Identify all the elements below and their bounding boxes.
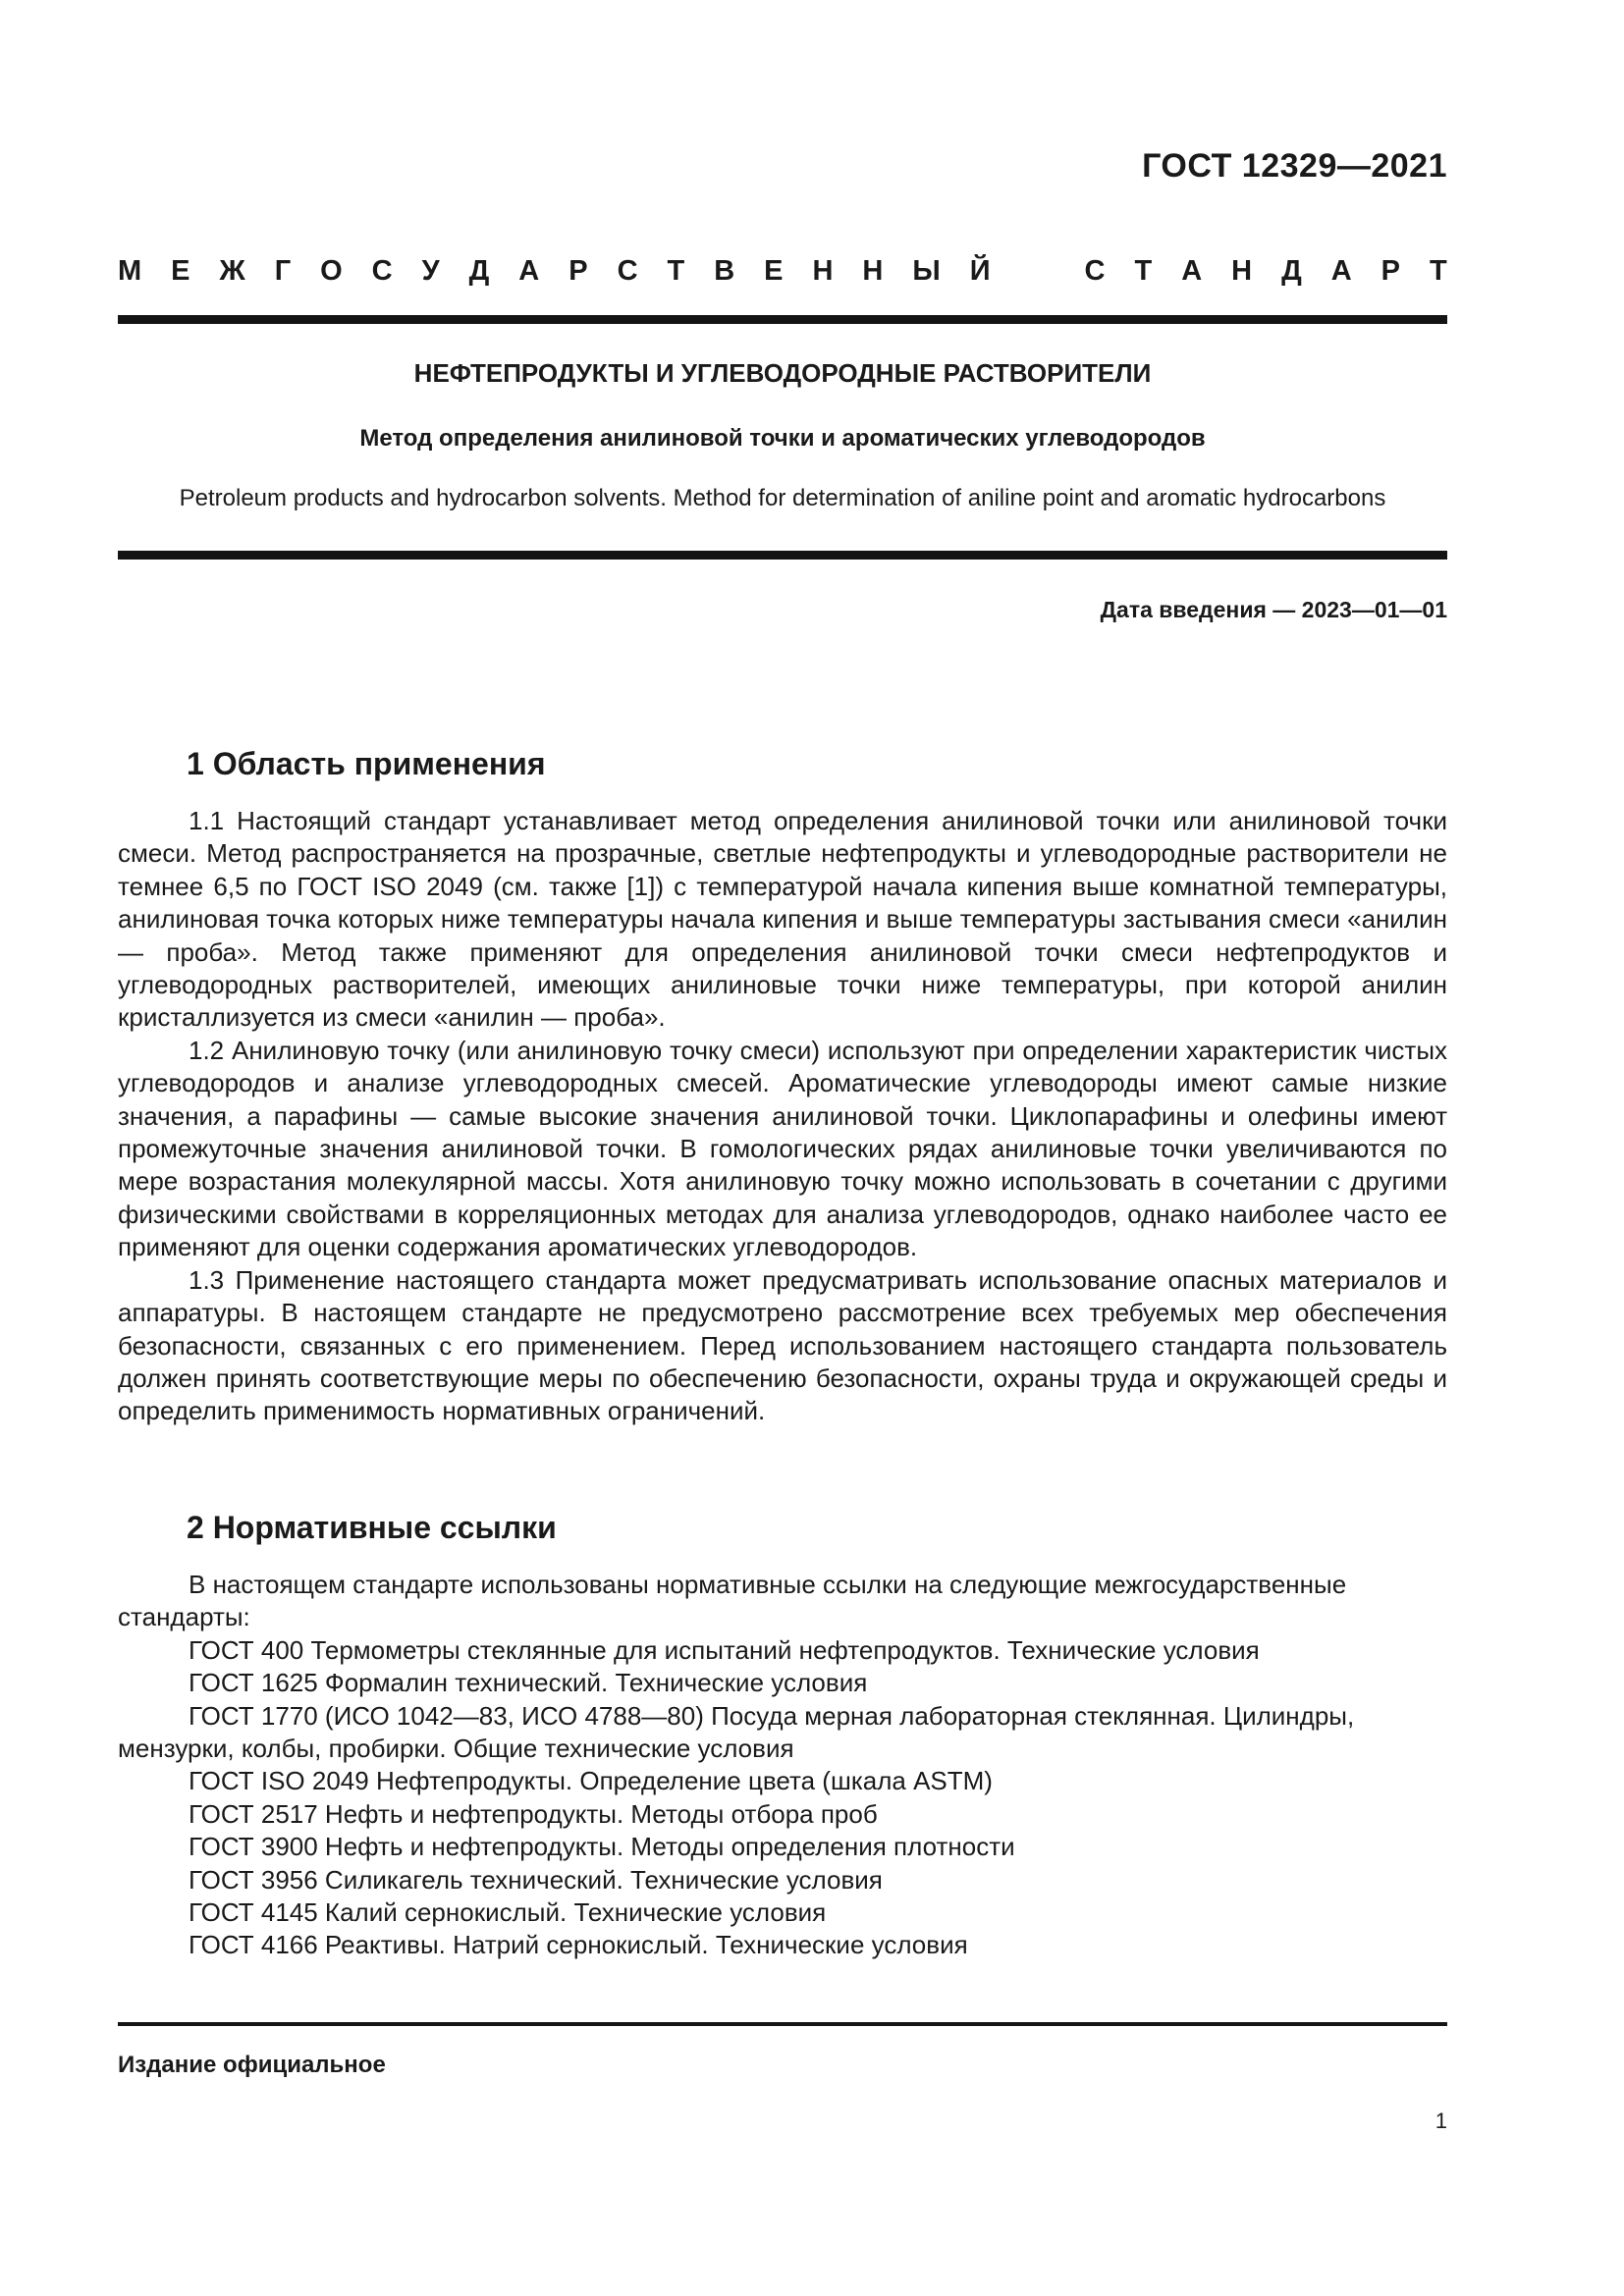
heading-letter: С (617, 255, 638, 287)
reference-item: ГОСТ 4145 Калий сернокислый. Технические условия (189, 1897, 827, 1928)
heading-letter: А (1181, 255, 1203, 287)
heading-letter: Ы (912, 255, 941, 287)
heading-letter: А (1330, 255, 1352, 287)
reference-item: ГОСТ ISO 2049 Нефтепродукты. Определение цвета (шкала ASTM) (189, 1766, 993, 1796)
reference-item: ГОСТ 400 Термометры стеклянные для испытаний нефтепродуктов. Технические условия (189, 1634, 1260, 1665)
heading-letter: Е (171, 255, 190, 287)
heading-letter: А (518, 255, 540, 287)
document-code: ГОСТ 12329—2021 (1142, 147, 1447, 185)
heading-letter: Д (1281, 255, 1302, 287)
heading-letter: С (1084, 255, 1106, 287)
heading-letter: М (118, 255, 142, 287)
heading-letter: Р (1380, 255, 1400, 287)
section-2-heading: 2 Нормативные ссылки (187, 1510, 557, 1545)
title-divider (118, 551, 1447, 560)
reference-item: ГОСТ 4166 Реактивы. Натрий сернокислый. Технические условия (189, 1930, 968, 1960)
section-1-body (118, 805, 1447, 1428)
footer-divider (118, 2022, 1447, 2026)
document-title-english: Petroleum products and hydrocarbon solvents. Method for determination of aniline point and aromatic hydrocarbons (179, 485, 1386, 511)
heading-letter: Н (1231, 255, 1253, 287)
paragraph-1-3: 1.3 Применение настоящего стандарта может предусматривать использование опасных материалов и аппаратуры. В настоящем стандарте не предусмотрено рассмотрение всех требуемых мер обеспечения безопасности, связанных с его применением. Перед использованием настоящего стандарта пользователь должен принять соответствующие меры по обеспечению безопасности, охраны труда и окружающей среды и определить применимость нормативных ограничений. (118, 1264, 1447, 1426)
page-number: 1 (1435, 2109, 1447, 2133)
heading-letter: Н (862, 255, 884, 287)
heading-letter: Т (1429, 255, 1447, 287)
heading-letter: У (421, 255, 440, 287)
heading-letter: Е (764, 255, 784, 287)
official-edition-label: Издание официальное (118, 2052, 386, 2078)
introduction-date: Дата введения — 2023—01—01 (1100, 597, 1447, 622)
heading-letter: Р (568, 255, 588, 287)
document-type-heading (118, 255, 1447, 288)
word-gap (1020, 255, 1056, 288)
heading-letter: Г (274, 255, 292, 287)
heading-letter: Н (812, 255, 834, 287)
heading-letter: С (371, 255, 393, 287)
heading-letter: Й (969, 255, 991, 287)
reference-item: ГОСТ 1770 (ИСО 1042—83, ИСО 4788—80) Посуда мерная лабораторная стеклянная. Цилиндры, мензурки, колбы, пробирки. Общие технические условия (118, 1700, 1355, 1764)
heading-letter: Т (1134, 255, 1153, 287)
heading-letter: В (714, 255, 735, 287)
heading-letter: Д (468, 255, 490, 287)
reference-item: ГОСТ 1625 Формалин технический. Технические условия (189, 1668, 868, 1698)
heading-letter: О (320, 255, 343, 287)
document-subtitle: Метод определения анилиновой точки и ароматических углеводородов (359, 425, 1206, 452)
paragraph-1-2: 1.2 Анилиновую точку (или анилиновую точку смеси) используют при определении характеристик чистых углеводородов и анализе углеводородных смесей. Ароматические углеводороды имеют самые низкие значения, а парафины — самые высокие значения анилиновой точки. Циклопарафины и олефины имеют промежуточные значения анилиновой точки. В гомологических рядах анилиновые точки увеличиваются по мере возрастания молекулярной массы. Хотя анилиновую точку можно использовать в сочетании с другими физическими свойствами в корреляционных методах для анализа углеводородов, однако наиболее часто ее применяют для оценки содержания ароматических углеводородов. (118, 1035, 1447, 1262)
reference-item: ГОСТ 2517 Нефть и нефтепродукты. Методы отбора проб (189, 1798, 878, 1829)
reference-item: ГОСТ 3956 Силикагель технический. Технические условия (189, 1864, 883, 1895)
document-title: НЕФТЕПРОДУКТЫ И УГЛЕВОДОРОДНЫЕ РАСТВОРИТЕЛИ (413, 358, 1152, 388)
section-2-body (118, 1569, 1447, 1962)
paragraph-1-1: 1.1 Настоящий стандарт устанавливает метод определения анилиновой точки или анилиновой точки смеси. Метод распространяется на прозрачные, светлые нефтепродукты и углеводородные растворители не темнее 6,5 по ГОСТ ISO 2049 (см. также [1]) с температурой начала кипения выше комнатной температуры, анилиновая точка которых ниже температуры начала кипения и выше температуры застывания смеси «анилин — проба». Метод также применяют для определения анилиновой точки смеси нефтепродуктов и углеводородных растворителей, имеющих анилиновые точки ниже температуры, при которой анилин кристаллизуется из смеси «анилин — проба». (118, 806, 1447, 1033)
heading-letter: Ж (219, 255, 245, 287)
heading-letter: Т (667, 255, 685, 287)
top-divider (118, 315, 1447, 324)
section-1-heading: 1 Область применения (187, 746, 546, 781)
reference-item: ГОСТ 3900 Нефть и нефтепродукты. Методы определения плотности (189, 1832, 1015, 1862)
references-intro: В настоящем стандарте использованы нормативные ссылки на следующие межгосударственные стандарты: (118, 1570, 1347, 1632)
